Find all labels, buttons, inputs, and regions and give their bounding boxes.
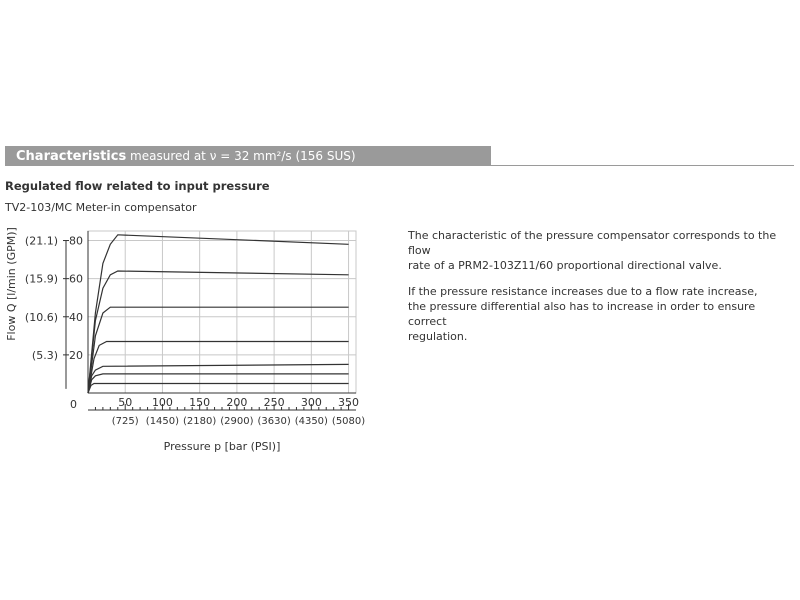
chart-description [408,228,793,355]
chart-heading: Regulated flow related to input pressure [5,179,270,193]
x-tick-label: 50 [118,396,133,409]
y-tick-label: 60 [69,272,83,286]
x-tick-label-alt: (2180) [183,416,217,427]
x-tick-label-alt: (4350) [294,416,328,427]
x-tick-label-alt: (725) [111,416,139,427]
x-tick-label-alt: (3630) [257,416,291,427]
x-tick-label: 200 [226,396,248,409]
plot-frame [88,231,356,393]
x-tick-label: 100 [151,396,173,409]
x-tick-label: 150 [189,396,211,409]
chart-ticks [25,235,365,427]
y-tick-label: 40 [69,310,83,324]
x-tick-label: 300 [300,396,322,409]
series-line [88,235,349,393]
chart-grid [88,231,356,393]
series-line [88,342,349,394]
chart-subheading: TV2-103/MC Meter-in compensator [5,201,197,214]
description-line: the pressure differential also has to increase in order to ensure correct [408,300,756,328]
y-tick-label-alt: (21.1) [24,234,58,248]
y-axis-label: Flow Q [l/min (GPM)] [5,227,18,341]
series-line [88,307,349,393]
description-paragraph-1 [408,228,793,273]
description-line: rate of a PRM2-103Z11/60 proportional directional valve. [408,259,722,272]
series-line [88,364,349,393]
y-tick-label-alt: (15.9) [24,272,58,286]
y-tick-label-alt: (5.3) [31,348,58,362]
description-line: If the pressure resistance increases due to a flow rate increase, [408,285,758,298]
x-tick-label-alt: (1450) [145,416,180,427]
x-tick-label-alt: (2900) [220,416,254,427]
series-line [88,271,349,393]
chart-axes [88,231,356,393]
description-paragraph-2 [408,284,793,344]
series-line [88,384,349,394]
description-line: The characteristic of the pressure compensator corresponds to the flow [408,229,777,257]
y-tick-label: 0 [70,398,77,411]
y-tick-label: 80 [69,234,83,248]
x-axis-label: Pressure p [bar (PSI)] [163,440,281,453]
banner-title: Characteristics [16,149,127,164]
chart-series [88,235,349,393]
banner-subtitle: measured at ν = 32 mm²/s (156 SUS) [130,149,356,163]
x-tick-label: 350 [338,396,360,409]
x-tick-label-alt: (5080) [331,416,366,427]
y-tick-label-alt: (10.6) [24,310,58,324]
description-line: regulation. [408,330,468,343]
y-tick-label: 20 [69,348,83,362]
x-tick-label: 250 [263,396,285,409]
